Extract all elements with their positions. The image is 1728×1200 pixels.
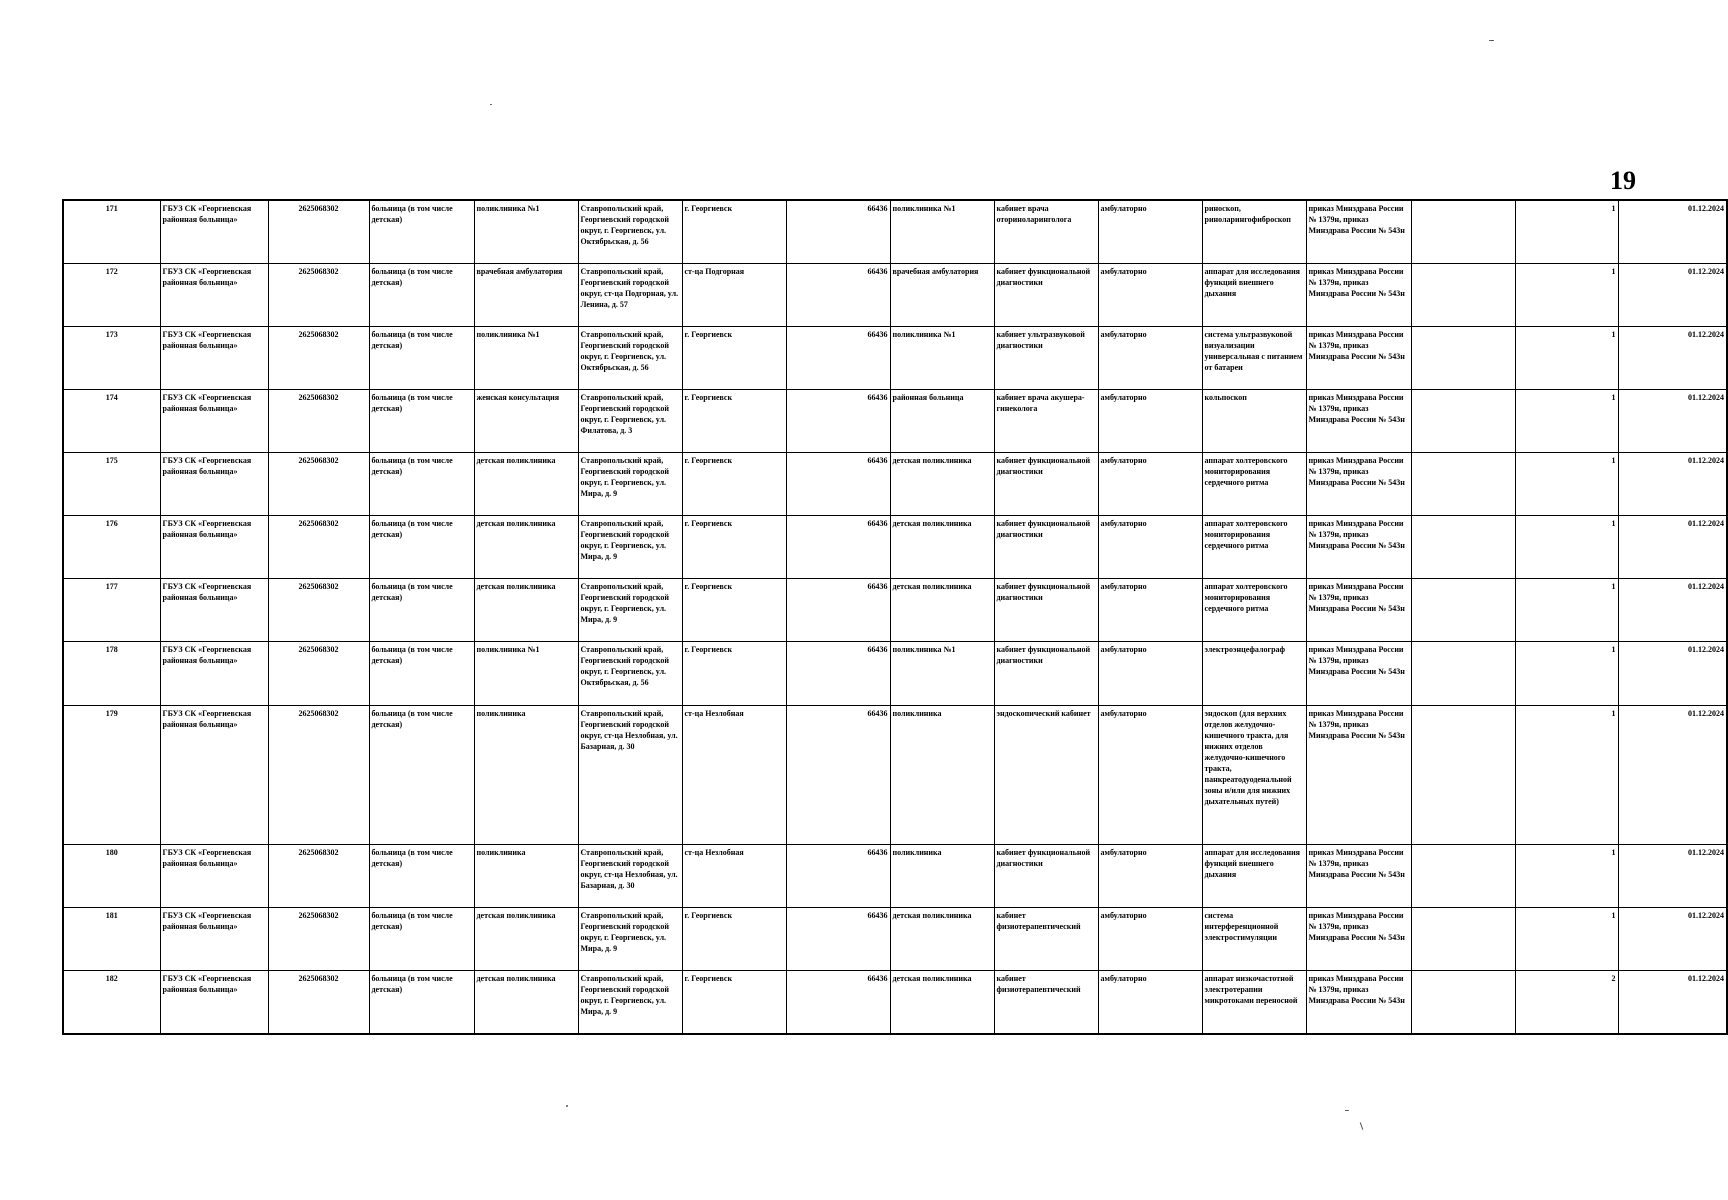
department-cell: женская консультация: [474, 390, 578, 453]
department-cell: детская поликлиника: [474, 516, 578, 579]
page-number: 19: [1610, 166, 1636, 195]
regulation-cell: приказ Минздрава России № 1379н, приказ Минздрава России № 543н: [1306, 907, 1411, 970]
empty-cell-cell: [1411, 844, 1515, 907]
row-number-cell: 173: [63, 327, 160, 390]
subdivision-cell: детская поликлиника: [890, 970, 994, 1034]
facility-type-cell: больница (в том числе детская): [369, 516, 474, 579]
facility-type-cell: больница (в том числе детская): [369, 844, 474, 907]
organization-name-cell: ГБУЗ СК «Георгиевская районная больница»: [160, 844, 268, 907]
quantity-cell: 1: [1515, 705, 1618, 844]
organization-name-cell: ГБУЗ СК «Георгиевская районная больница»: [160, 200, 268, 264]
subdivision-cell: поликлиника №1: [890, 327, 994, 390]
table-row: [63, 516, 1727, 579]
inn-code-cell: 2625068302: [268, 844, 369, 907]
quantity-cell: 1: [1515, 907, 1618, 970]
cabinet-cell: кабинет врача акушера-гинеколога: [994, 390, 1098, 453]
inn-code-cell: 2625068302: [268, 453, 369, 516]
address-cell: Ставропольский край, Георгиевский городской округ, г. Георгиевск, ул. Октябрьская, д. 56: [578, 200, 682, 264]
scan-speck: [1489, 40, 1494, 41]
date-cell: 01.12.2024: [1618, 453, 1727, 516]
date-cell: 01.12.2024: [1618, 907, 1727, 970]
equipment-cell: эндоскоп (для верхних отделов желудочно-кишечного тракта, для нижних отделов желудочно-кишечного тракта, панкреатодуоденальной зоны и/или для нижних дыхательных путей): [1202, 705, 1306, 844]
empty-cell-cell: [1411, 327, 1515, 390]
quantity-cell: 1: [1515, 642, 1618, 705]
table-row: [63, 390, 1727, 453]
locality-cell: ст-ца Незлобная: [682, 844, 786, 907]
scan-speck: [1360, 1122, 1364, 1130]
equipment-cell: риноскоп, риноларингофиброскоп: [1202, 200, 1306, 264]
regulation-cell: приказ Минздрава России № 1379н, приказ Минздрава России № 543н: [1306, 844, 1411, 907]
locality-cell: г. Георгиевск: [682, 390, 786, 453]
quantity-cell: 1: [1515, 327, 1618, 390]
facility-type-cell: больница (в том числе детская): [369, 390, 474, 453]
organization-name-cell: ГБУЗ СК «Георгиевская районная больница»: [160, 579, 268, 642]
address-cell: Ставропольский край, Георгиевский городской округ, г. Георгиевск, ул. Мира, д. 9: [578, 516, 682, 579]
row-number-cell: 180: [63, 844, 160, 907]
row-number-cell: 174: [63, 390, 160, 453]
table-row: [63, 327, 1727, 390]
date-cell: 01.12.2024: [1618, 705, 1727, 844]
address-cell: Ставропольский край, Георгиевский городской округ, г. Георгиевск, ул. Мира, д. 9: [578, 970, 682, 1034]
equipment-cell: система интерференционной электростимуляции: [1202, 907, 1306, 970]
locality-cell: г. Георгиевск: [682, 200, 786, 264]
scan-speck: [1345, 1110, 1349, 1111]
address-cell: Ставропольский край, Георгиевский городской округ, г. Георгиевск, ул. Мира, д. 9: [578, 907, 682, 970]
department-cell: детская поликлиника: [474, 907, 578, 970]
empty-cell-cell: [1411, 516, 1515, 579]
address-cell: Ставропольский край, Георгиевский городской округ, г. Георгиевск, ул. Мира, д. 9: [578, 579, 682, 642]
inn-code-cell: 2625068302: [268, 327, 369, 390]
department-cell: врачебная амбулатория: [474, 264, 578, 327]
regulation-cell: приказ Минздрава России № 1379н, приказ Минздрава России № 543н: [1306, 264, 1411, 327]
subdivision-cell: детская поликлиника: [890, 579, 994, 642]
equipment-cell: аппарат холтеровского мониторирования сердечного ритма: [1202, 516, 1306, 579]
quantity-cell: 1: [1515, 579, 1618, 642]
subdivision-cell: поликлиника: [890, 705, 994, 844]
regulation-cell: приказ Минздрава России № 1379н, приказ Минздрава России № 543н: [1306, 200, 1411, 264]
cabinet-cell: кабинет врача оториноларинголога: [994, 200, 1098, 264]
organization-name-cell: ГБУЗ СК «Георгиевская районная больница»: [160, 970, 268, 1034]
row-number-cell: 171: [63, 200, 160, 264]
locality-cell: г. Георгиевск: [682, 907, 786, 970]
subdivision-cell: поликлиника: [890, 844, 994, 907]
equipment-cell: аппарат низкочастотной электротерапии микротоками переносной: [1202, 970, 1306, 1034]
date-cell: 01.12.2024: [1618, 200, 1727, 264]
locality-cell: ст-ца Подгорная: [682, 264, 786, 327]
okato-code-cell: 66436: [786, 516, 890, 579]
equipment-cell: аппарат холтеровского мониторирования сердечного ритма: [1202, 453, 1306, 516]
row-number-cell: 172: [63, 264, 160, 327]
okato-code-cell: 66436: [786, 327, 890, 390]
equipment-cell: электроэнцефалограф: [1202, 642, 1306, 705]
facility-type-cell: больница (в том числе детская): [369, 453, 474, 516]
facility-type-cell: больница (в том числе детская): [369, 907, 474, 970]
department-cell: детская поликлиника: [474, 453, 578, 516]
date-cell: 01.12.2024: [1618, 327, 1727, 390]
date-cell: 01.12.2024: [1618, 390, 1727, 453]
inn-code-cell: 2625068302: [268, 642, 369, 705]
row-number-cell: 177: [63, 579, 160, 642]
subdivision-cell: поликлиника №1: [890, 642, 994, 705]
empty-cell-cell: [1411, 642, 1515, 705]
department-cell: поликлиника №1: [474, 327, 578, 390]
table-row: [63, 264, 1727, 327]
care-conditions-cell: амбулаторно: [1098, 970, 1202, 1034]
row-number-cell: 179: [63, 705, 160, 844]
empty-cell-cell: [1411, 907, 1515, 970]
scan-speck: [566, 1105, 568, 1107]
inn-code-cell: 2625068302: [268, 390, 369, 453]
table-row: [63, 453, 1727, 516]
organization-name-cell: ГБУЗ СК «Георгиевская районная больница»: [160, 327, 268, 390]
date-cell: 01.12.2024: [1618, 642, 1727, 705]
cabinet-cell: кабинет функциональной диагностики: [994, 516, 1098, 579]
regulation-cell: приказ Минздрава России № 1379н, приказ Минздрава России № 543н: [1306, 453, 1411, 516]
cabinet-cell: кабинет физиотерапевтический: [994, 970, 1098, 1034]
date-cell: 01.12.2024: [1618, 516, 1727, 579]
okato-code-cell: 66436: [786, 642, 890, 705]
table-row: [63, 844, 1727, 907]
care-conditions-cell: амбулаторно: [1098, 907, 1202, 970]
cabinet-cell: кабинет функциональной диагностики: [994, 453, 1098, 516]
cabinet-cell: кабинет функциональной диагностики: [994, 579, 1098, 642]
regulation-cell: приказ Минздрава России № 1379н, приказ Минздрава России № 543н: [1306, 579, 1411, 642]
equipment-cell: система ультразвуковой визуализации универсальная с питанием от батареи: [1202, 327, 1306, 390]
cabinet-cell: кабинет функциональной диагностики: [994, 264, 1098, 327]
row-number-cell: 175: [63, 453, 160, 516]
address-cell: Ставропольский край, Георгиевский городской округ, г. Георгиевск, ул. Мира, д. 9: [578, 453, 682, 516]
okato-code-cell: 66436: [786, 844, 890, 907]
okato-code-cell: 66436: [786, 579, 890, 642]
inn-code-cell: 2625068302: [268, 579, 369, 642]
equipment-cell: аппарат для исследования функций внешнего дыхания: [1202, 844, 1306, 907]
department-cell: поликлиника №1: [474, 642, 578, 705]
empty-cell-cell: [1411, 200, 1515, 264]
address-cell: Ставропольский край, Георгиевский городской округ, ст-ца Подгорная, ул. Ленина, д. 57: [578, 264, 682, 327]
table-row: [63, 200, 1727, 264]
cabinet-cell: кабинет функциональной диагностики: [994, 844, 1098, 907]
organization-name-cell: ГБУЗ СК «Георгиевская районная больница»: [160, 642, 268, 705]
department-cell: детская поликлиника: [474, 970, 578, 1034]
care-conditions-cell: амбулаторно: [1098, 844, 1202, 907]
table-row: [63, 970, 1727, 1034]
okato-code-cell: 66436: [786, 264, 890, 327]
care-conditions-cell: амбулаторно: [1098, 200, 1202, 264]
table-row: [63, 705, 1727, 844]
okato-code-cell: 66436: [786, 705, 890, 844]
subdivision-cell: врачебная амбулатория: [890, 264, 994, 327]
equipment-cell: аппарат для исследования функций внешнего дыхания: [1202, 264, 1306, 327]
locality-cell: ст-ца Незлобная: [682, 705, 786, 844]
subdivision-cell: детская поликлиника: [890, 453, 994, 516]
care-conditions-cell: амбулаторно: [1098, 327, 1202, 390]
inn-code-cell: 2625068302: [268, 516, 369, 579]
locality-cell: г. Георгиевск: [682, 642, 786, 705]
regulation-cell: приказ Минздрава России № 1379н, приказ Минздрава России № 543н: [1306, 516, 1411, 579]
care-conditions-cell: амбулаторно: [1098, 516, 1202, 579]
okato-code-cell: 66436: [786, 390, 890, 453]
subdivision-cell: поликлиника №1: [890, 200, 994, 264]
quantity-cell: 1: [1515, 390, 1618, 453]
row-number-cell: 181: [63, 907, 160, 970]
regulation-cell: приказ Минздрава России № 1379н, приказ Минздрава России № 543н: [1306, 327, 1411, 390]
date-cell: 01.12.2024: [1618, 844, 1727, 907]
cabinet-cell: кабинет физиотерапевтический: [994, 907, 1098, 970]
row-number-cell: 176: [63, 516, 160, 579]
locality-cell: г. Георгиевск: [682, 579, 786, 642]
care-conditions-cell: амбулаторно: [1098, 642, 1202, 705]
okato-code-cell: 66436: [786, 453, 890, 516]
row-number-cell: 178: [63, 642, 160, 705]
okato-code-cell: 66436: [786, 907, 890, 970]
table-row: [63, 579, 1727, 642]
organization-name-cell: ГБУЗ СК «Георгиевская районная больница»: [160, 264, 268, 327]
department-cell: поликлиника: [474, 844, 578, 907]
empty-cell-cell: [1411, 970, 1515, 1034]
facility-type-cell: больница (в том числе детская): [369, 705, 474, 844]
quantity-cell: 1: [1515, 844, 1618, 907]
organization-name-cell: ГБУЗ СК «Георгиевская районная больница»: [160, 705, 268, 844]
date-cell: 01.12.2024: [1618, 579, 1727, 642]
inn-code-cell: 2625068302: [268, 970, 369, 1034]
care-conditions-cell: амбулаторно: [1098, 390, 1202, 453]
locality-cell: г. Георгиевск: [682, 453, 786, 516]
empty-cell-cell: [1411, 390, 1515, 453]
quantity-cell: 1: [1515, 264, 1618, 327]
empty-cell-cell: [1411, 264, 1515, 327]
address-cell: Ставропольский край, Георгиевский городской округ, г. Георгиевск, ул. Октябрьская, д. 56: [578, 642, 682, 705]
department-cell: детская поликлиника: [474, 579, 578, 642]
cabinet-cell: кабинет функциональной диагностики: [994, 642, 1098, 705]
subdivision-cell: детская поликлиника: [890, 516, 994, 579]
organization-name-cell: ГБУЗ СК «Георгиевская районная больница»: [160, 453, 268, 516]
care-conditions-cell: амбулаторно: [1098, 453, 1202, 516]
organization-name-cell: ГБУЗ СК «Георгиевская районная больница»: [160, 516, 268, 579]
cabinet-cell: эндоскопический кабинет: [994, 705, 1098, 844]
quantity-cell: 1: [1515, 453, 1618, 516]
facility-type-cell: больница (в том числе детская): [369, 264, 474, 327]
facility-type-cell: больница (в том числе детская): [369, 327, 474, 390]
registry-body: [63, 200, 1727, 1034]
inn-code-cell: 2625068302: [268, 264, 369, 327]
equipment-cell: аппарат холтеровского мониторирования сердечного ритма: [1202, 579, 1306, 642]
cabinet-cell: кабинет ультразвуковой диагностики: [994, 327, 1098, 390]
care-conditions-cell: амбулаторно: [1098, 264, 1202, 327]
address-cell: Ставропольский край, Георгиевский городской округ, ст-ца Незлобная, ул. Базарная, д. 30: [578, 844, 682, 907]
department-cell: поликлиника: [474, 705, 578, 844]
regulation-cell: приказ Минздрава России № 1379н, приказ Минздрава России № 543н: [1306, 390, 1411, 453]
date-cell: 01.12.2024: [1618, 264, 1727, 327]
facility-type-cell: больница (в том числе детская): [369, 200, 474, 264]
facility-type-cell: больница (в том числе детская): [369, 579, 474, 642]
locality-cell: г. Георгиевск: [682, 970, 786, 1034]
quantity-cell: 1: [1515, 516, 1618, 579]
quantity-cell: 1: [1515, 200, 1618, 264]
department-cell: поликлиника №1: [474, 200, 578, 264]
inn-code-cell: 2625068302: [268, 907, 369, 970]
table-row: [63, 642, 1727, 705]
regulation-cell: приказ Минздрава России № 1379н, приказ Минздрава России № 543н: [1306, 642, 1411, 705]
address-cell: Ставропольский край, Георгиевский городской округ, г. Георгиевск, ул. Филатова, д. 3: [578, 390, 682, 453]
locality-cell: г. Георгиевск: [682, 516, 786, 579]
scan-speck: [490, 104, 492, 105]
locality-cell: г. Георгиевск: [682, 327, 786, 390]
okato-code-cell: 66436: [786, 200, 890, 264]
facility-type-cell: больница (в том числе детская): [369, 970, 474, 1034]
inn-code-cell: 2625068302: [268, 705, 369, 844]
quantity-cell: 2: [1515, 970, 1618, 1034]
regulation-cell: приказ Минздрава России № 1379н, приказ Минздрава России № 543н: [1306, 705, 1411, 844]
empty-cell-cell: [1411, 579, 1515, 642]
regulation-cell: приказ Минздрава России № 1379н, приказ Минздрава России № 543н: [1306, 970, 1411, 1034]
inn-code-cell: 2625068302: [268, 200, 369, 264]
subdivision-cell: детская поликлиника: [890, 907, 994, 970]
address-cell: Ставропольский край, Георгиевский городской округ, ст-ца Незлобная, ул. Базарная, д. 30: [578, 705, 682, 844]
address-cell: Ставропольский край, Георгиевский городской округ, г. Георгиевск, ул. Октябрьская, д. 56: [578, 327, 682, 390]
organization-name-cell: ГБУЗ СК «Георгиевская районная больница»: [160, 907, 268, 970]
care-conditions-cell: амбулаторно: [1098, 579, 1202, 642]
okato-code-cell: 66436: [786, 970, 890, 1034]
date-cell: 01.12.2024: [1618, 970, 1727, 1034]
care-conditions-cell: амбулаторно: [1098, 705, 1202, 844]
equipment-registry-table: [62, 199, 1728, 1035]
empty-cell-cell: [1411, 705, 1515, 844]
row-number-cell: 182: [63, 970, 160, 1034]
facility-type-cell: больница (в том числе детская): [369, 642, 474, 705]
organization-name-cell: ГБУЗ СК «Георгиевская районная больница»: [160, 390, 268, 453]
table-row: [63, 907, 1727, 970]
empty-cell-cell: [1411, 453, 1515, 516]
equipment-cell: кольпоскоп: [1202, 390, 1306, 453]
subdivision-cell: районная больница: [890, 390, 994, 453]
